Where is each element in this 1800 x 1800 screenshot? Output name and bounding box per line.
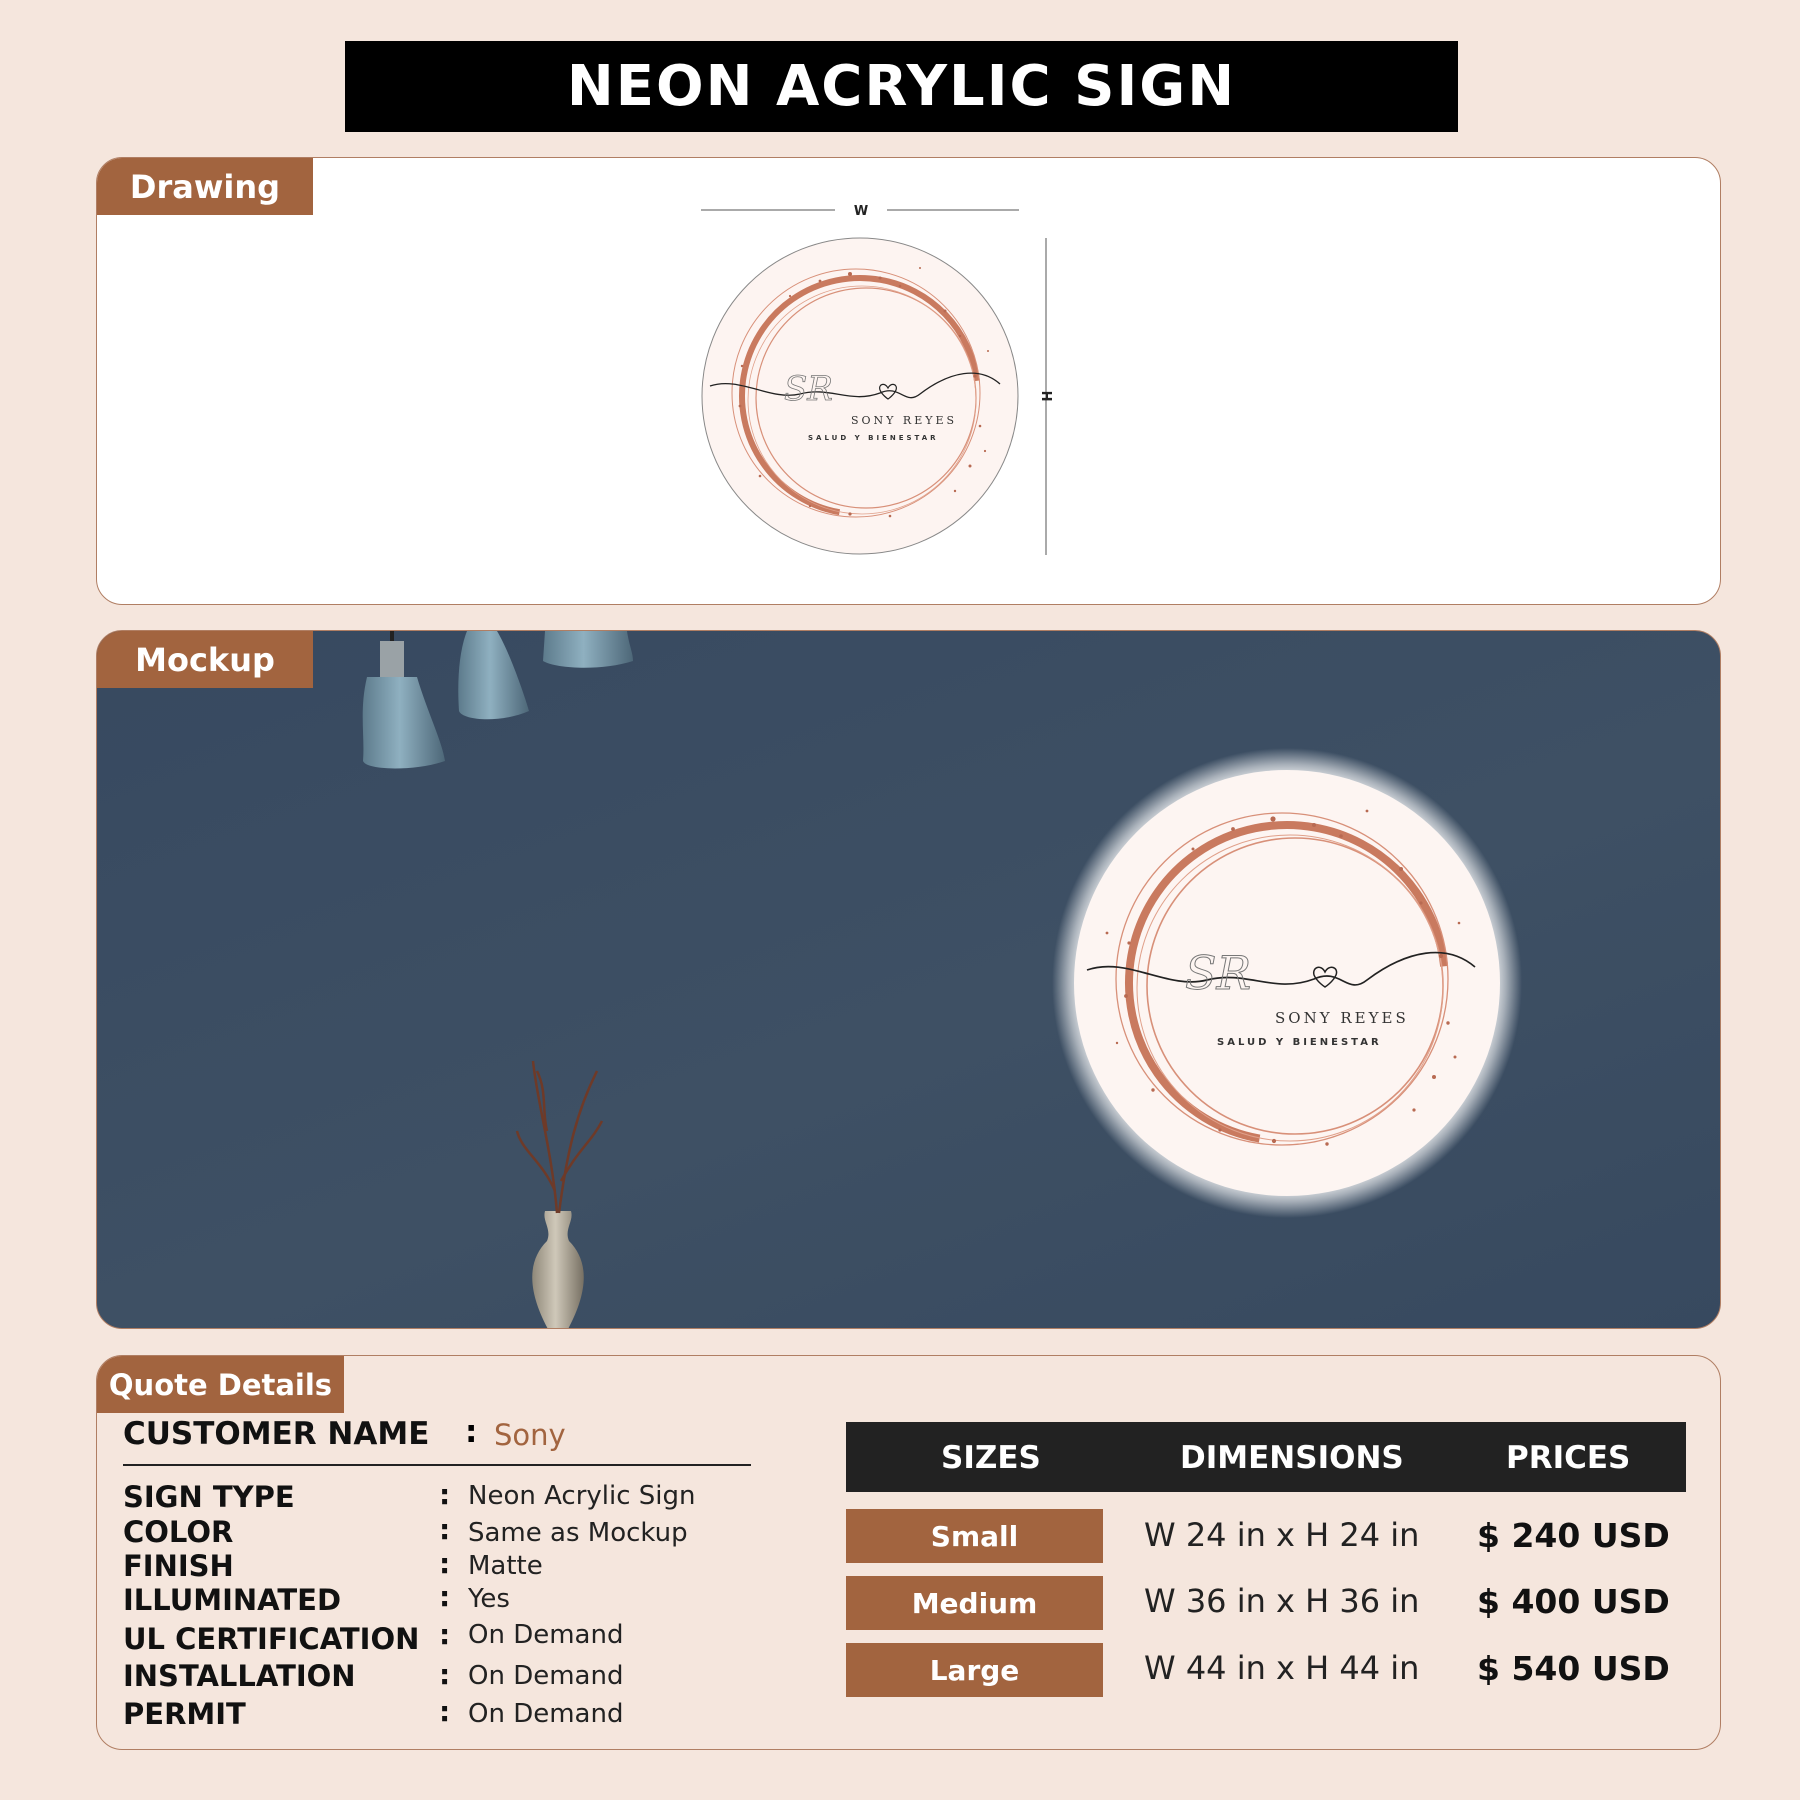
price-medium: $ 400 USD bbox=[1477, 1582, 1670, 1621]
colon: : bbox=[439, 1478, 451, 1511]
logo-name: SONY REYES bbox=[851, 414, 958, 427]
logo-disc bbox=[702, 238, 1018, 554]
size-button-small[interactable]: Small bbox=[846, 1509, 1103, 1563]
page-title: NEON ACRYLIC SIGN bbox=[345, 41, 1458, 132]
customer-row bbox=[123, 1416, 751, 1466]
price-small: $ 240 USD bbox=[1477, 1516, 1670, 1555]
header-dimensions: DIMENSIONS bbox=[1180, 1440, 1404, 1476]
sign-disc bbox=[1074, 770, 1500, 1196]
lamp-shade-3 bbox=[543, 631, 633, 668]
logo-tagline: SALUD Y BIENESTAR bbox=[808, 434, 939, 442]
mockup-sign bbox=[1052, 748, 1522, 1218]
header-sizes: SIZES bbox=[941, 1440, 1041, 1476]
spec-value-color: Same as Mockup bbox=[468, 1518, 688, 1548]
sign-monogram: SR bbox=[1185, 946, 1252, 1000]
drawing-logo bbox=[702, 238, 1018, 554]
lamp-shade-2 bbox=[458, 631, 529, 719]
spec-value-ul-certification: On Demand bbox=[468, 1620, 624, 1650]
logo-monogram: SR bbox=[784, 369, 833, 409]
spec-label-permit: PERMIT bbox=[123, 1697, 246, 1731]
mockup-tab: Mockup bbox=[97, 631, 313, 688]
spec-value-illuminated: Yes bbox=[468, 1584, 510, 1614]
colon: : bbox=[439, 1695, 451, 1728]
width-label: W bbox=[853, 204, 869, 219]
vase-decor bbox=[517, 1061, 602, 1329]
spec-label-illuminated: ILLUMINATED bbox=[123, 1583, 342, 1617]
size-button-large[interactable]: Large bbox=[846, 1643, 1103, 1697]
twigs bbox=[517, 1061, 602, 1213]
drawing-panel bbox=[96, 157, 1721, 605]
colon: : bbox=[439, 1618, 451, 1651]
spec-label-sign-type: SIGN TYPE bbox=[123, 1480, 295, 1514]
spec-label-installation: INSTALLATION bbox=[123, 1659, 356, 1693]
colon: : bbox=[439, 1513, 451, 1546]
height-label: H bbox=[1038, 390, 1053, 402]
drawing-tab: Drawing bbox=[97, 158, 313, 215]
spec-value-sign-type: Neon Acrylic Sign bbox=[468, 1481, 696, 1511]
header-prices: PRICES bbox=[1506, 1440, 1631, 1476]
dimensions-small: W 24 in x H 24 in bbox=[1144, 1516, 1420, 1554]
spec-label-color: COLOR bbox=[123, 1515, 234, 1549]
customer-name-label: CUSTOMER NAME bbox=[123, 1416, 430, 1452]
customer-name-value: Sony bbox=[494, 1418, 566, 1452]
spec-label-ul-certification: UL CERTIFICATION bbox=[123, 1622, 420, 1656]
pendant-lamps bbox=[363, 631, 633, 769]
spec-value-installation: On Demand bbox=[468, 1661, 624, 1691]
spec-value-finish: Matte bbox=[468, 1551, 543, 1581]
size-button-medium[interactable]: Medium bbox=[846, 1576, 1103, 1630]
spec-label-finish: FINISH bbox=[123, 1549, 234, 1583]
spec-value-permit: On Demand bbox=[468, 1699, 624, 1729]
lamp-shade-1 bbox=[363, 677, 445, 769]
lamp-socket bbox=[380, 641, 404, 677]
dimensions-medium: W 36 in x H 36 in bbox=[1144, 1582, 1420, 1620]
quote-panel bbox=[96, 1355, 1721, 1750]
colon: : bbox=[439, 1580, 451, 1613]
price-table-header bbox=[846, 1422, 1686, 1492]
sign-name: SONY REYES bbox=[1275, 1009, 1409, 1027]
mockup-scene bbox=[97, 631, 1721, 1329]
colon: : bbox=[439, 1547, 451, 1580]
vase bbox=[532, 1211, 584, 1329]
drawing-canvas bbox=[97, 158, 1721, 605]
quote-tab: Quote Details bbox=[97, 1356, 344, 1413]
price-large: $ 540 USD bbox=[1477, 1649, 1670, 1688]
dimensions-large: W 44 in x H 44 in bbox=[1144, 1649, 1420, 1687]
colon: : bbox=[465, 1414, 478, 1450]
sign-tagline: SALUD Y BIENESTAR bbox=[1217, 1037, 1382, 1048]
colon: : bbox=[439, 1658, 451, 1691]
mockup-panel bbox=[96, 630, 1721, 1329]
